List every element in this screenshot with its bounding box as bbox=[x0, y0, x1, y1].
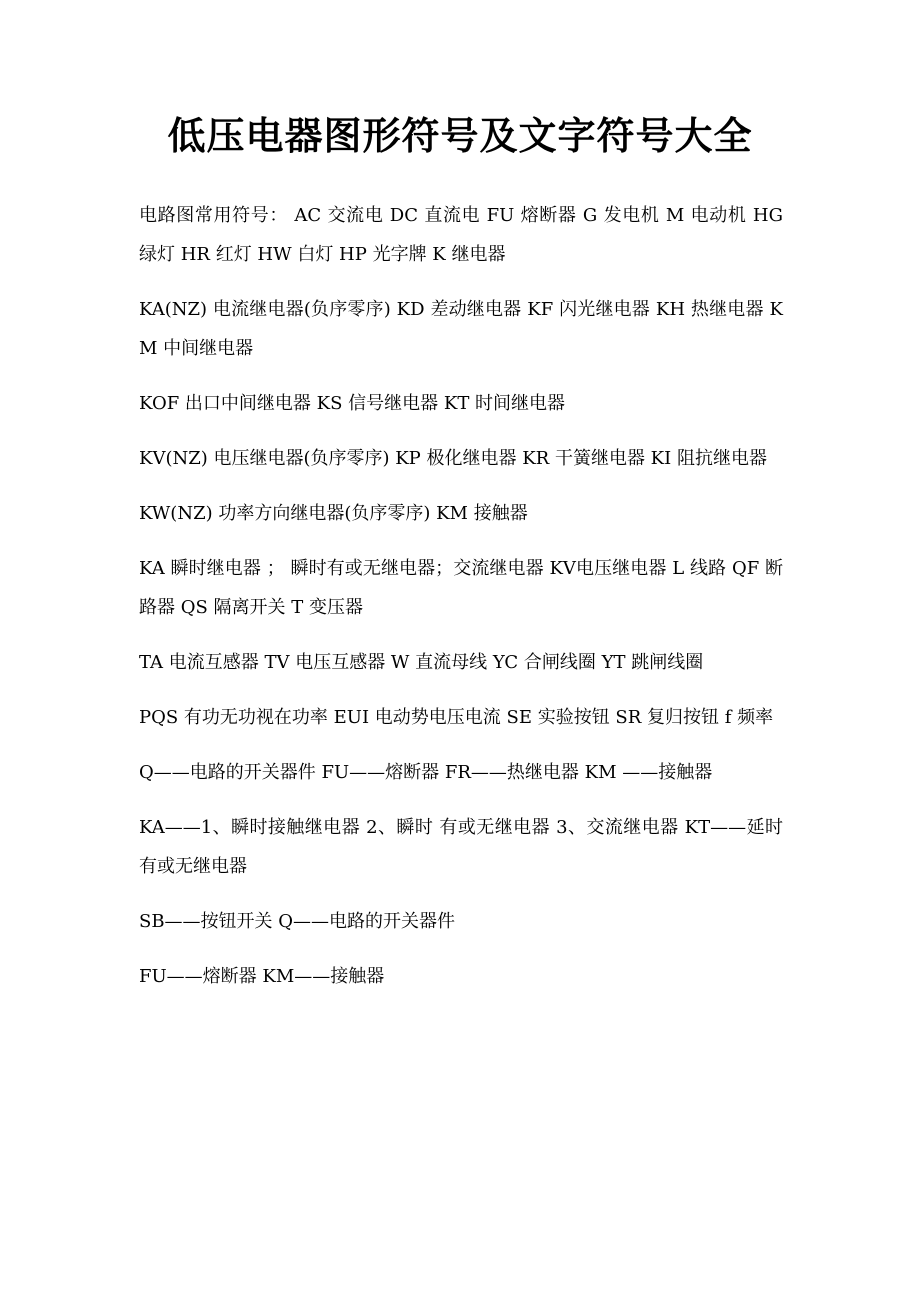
paragraph-switch-devices: Q——电路的开关器件 FU——熔断器 FR——热继电器 KM ——接触器 bbox=[139, 762, 713, 783]
paragraph-common-symbols: 电路图常用符号： AC 交流电 DC 直流电 FU 熔断器 G 发电机 M 电动机 HG 绿灯 HR 红灯 HW 白灯 HP 光字牌 K 继电器 bbox=[139, 205, 783, 265]
paragraph-instant-relays: KA 瞬时继电器 ； 瞬时有或无继电器；交流继电器 KV电压继电器 L 线路 QF 断路器 QS 隔离开关 T 变压器 bbox=[139, 558, 783, 618]
document-title: 低压电器图形符号及文字符号大全 bbox=[167, 113, 753, 158]
document-body bbox=[139, 196, 783, 1012]
paragraph-output-relays: KOF 出口中间继电器 KS 信号继电器 KT 时间继电器 bbox=[139, 393, 566, 414]
paragraph-ka-kt: KA——1、瞬时接触继电器 2、瞬时 有或无继电器 3、交流继电器 KT——延时 有或无继电器 bbox=[139, 817, 783, 877]
paragraph-sb-q: SB——按钮开关 Q——电路的开关器件 bbox=[139, 911, 456, 932]
paragraph-voltage-relays: KV(NZ) 电压继电器(负序零序) KP 极化继电器 KR 干簧继电器 KI 阻抗继电器 bbox=[139, 448, 767, 469]
paragraph-fu-km: FU——熔断器 KM——接触器 bbox=[139, 966, 385, 987]
paragraph-transformers: TA 电流互感器 TV 电压互感器 W 直流母线 YC 合闸线圈 YT 跳闸线圈 bbox=[139, 652, 704, 673]
paragraph-power-buttons: PQS 有功无功视在功率 EUI 电动势电压电流 SE 实验按钮 SR 复归按钮 f 频率 bbox=[139, 707, 774, 728]
paragraph-power-relays: KW(NZ) 功率方向继电器(负序零序) KM 接触器 bbox=[139, 503, 528, 524]
paragraph-current-relays: KA(NZ) 电流继电器(负序零序) KD 差动继电器 KF 闪光继电器 KH 热继电器 KM 中间继电器 bbox=[139, 299, 783, 359]
